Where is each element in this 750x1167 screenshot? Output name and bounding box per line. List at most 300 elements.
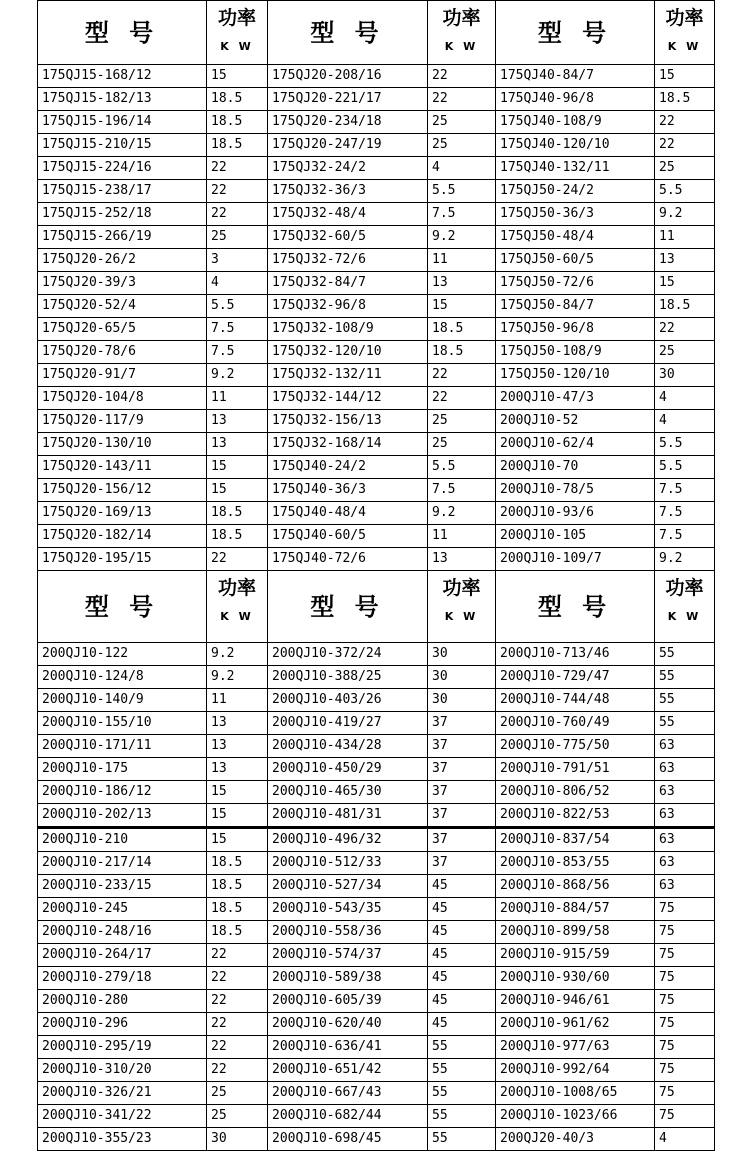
model-cell: 175QJ50-48/4 [496, 226, 655, 249]
model-cell: 200QJ10-171/11 [38, 735, 207, 758]
table-row [38, 781, 715, 804]
power-cell: 15 [207, 781, 268, 804]
power-label: 功率 [665, 7, 704, 29]
table-row [38, 944, 715, 967]
power-cell: 75 [655, 1013, 715, 1036]
power-cell: 30 [428, 689, 496, 712]
power-column-header [655, 1, 715, 65]
model-cell: 200QJ10-248/16 [38, 921, 207, 944]
table-row [38, 134, 715, 157]
table-row [38, 689, 715, 712]
table-row [38, 410, 715, 433]
table-row [38, 1105, 715, 1128]
model-cell: 200QJ10-52 [496, 410, 655, 433]
power-unit-label: K W [667, 40, 702, 53]
power-cell: 18.5 [428, 318, 496, 341]
power-cell: 63 [655, 828, 715, 852]
power-cell: 7.5 [655, 502, 715, 525]
model-cell: 175QJ50-24/2 [496, 180, 655, 203]
power-cell: 15 [428, 295, 496, 318]
power-cell: 13 [207, 433, 268, 456]
model-cell: 175QJ15-266/19 [38, 226, 207, 249]
power-cell: 5.5 [655, 433, 715, 456]
power-cell: 55 [428, 1082, 496, 1105]
model-cell: 175QJ50-96/8 [496, 318, 655, 341]
model-cell: 200QJ10-296 [38, 1013, 207, 1036]
model-cell: 200QJ10-450/29 [268, 758, 428, 781]
table-header-row [38, 571, 715, 643]
power-cell: 9.2 [207, 364, 268, 387]
power-cell: 9.2 [655, 548, 715, 571]
model-cell: 200QJ10-355/23 [38, 1128, 207, 1151]
model-cell: 200QJ10-372/24 [268, 643, 428, 666]
power-cell: 18.5 [655, 88, 715, 111]
table-row [38, 433, 715, 456]
model-cell: 200QJ10-837/54 [496, 828, 655, 852]
model-cell: 175QJ40-96/8 [496, 88, 655, 111]
power-unit-label: K W [220, 40, 254, 53]
table-row [38, 387, 715, 410]
power-cell: 22 [207, 944, 268, 967]
table-row [38, 1013, 715, 1036]
model-cell: 200QJ10-791/51 [496, 758, 655, 781]
power-cell: 5.5 [207, 295, 268, 318]
model-cell: 175QJ15-210/15 [38, 134, 207, 157]
power-cell: 37 [428, 758, 496, 781]
model-cell: 175QJ40-48/4 [268, 502, 428, 525]
model-cell: 175QJ32-24/2 [268, 157, 428, 180]
model-cell: 175QJ20-234/18 [268, 111, 428, 134]
power-cell: 25 [428, 433, 496, 456]
table-row [38, 111, 715, 134]
model-cell: 200QJ10-295/19 [38, 1036, 207, 1059]
power-cell: 7.5 [428, 203, 496, 226]
table-row [38, 180, 715, 203]
power-cell: 13 [428, 272, 496, 295]
model-cell: 175QJ15-238/17 [38, 180, 207, 203]
model-cell: 200QJ10-1008/65 [496, 1082, 655, 1105]
power-cell: 7.5 [655, 479, 715, 502]
model-cell: 175QJ40-60/5 [268, 525, 428, 548]
model-cell: 200QJ10-977/63 [496, 1036, 655, 1059]
power-cell: 37 [428, 735, 496, 758]
model-cell: 200QJ10-682/44 [268, 1105, 428, 1128]
model-cell: 175QJ15-252/18 [38, 203, 207, 226]
model-cell: 200QJ10-62/4 [496, 433, 655, 456]
power-label: 功率 [217, 7, 256, 29]
model-cell: 175QJ20-104/8 [38, 387, 207, 410]
model-cell: 200QJ10-264/17 [38, 944, 207, 967]
model-cell: 175QJ20-130/10 [38, 433, 207, 456]
model-cell: 200QJ10-105 [496, 525, 655, 548]
power-cell: 7.5 [428, 479, 496, 502]
power-cell: 30 [655, 364, 715, 387]
model-cell: 175QJ40-120/10 [496, 134, 655, 157]
power-cell: 45 [428, 898, 496, 921]
power-cell: 13 [655, 249, 715, 272]
model-cell: 175QJ50-84/7 [496, 295, 655, 318]
power-cell: 7.5 [655, 525, 715, 548]
power-cell: 11 [428, 525, 496, 548]
power-cell: 22 [207, 990, 268, 1013]
power-label: 功率 [442, 577, 481, 599]
power-cell: 11 [655, 226, 715, 249]
model-cell: 200QJ10-279/18 [38, 967, 207, 990]
power-cell: 15 [655, 65, 715, 88]
model-cell: 200QJ10-155/10 [38, 712, 207, 735]
table-row [38, 1036, 715, 1059]
power-cell: 22 [207, 967, 268, 990]
power-unit-label: K W [667, 610, 702, 623]
power-cell: 22 [428, 364, 496, 387]
model-cell: 200QJ10-713/46 [496, 643, 655, 666]
power-cell: 75 [655, 1036, 715, 1059]
model-cell: 200QJ10-210 [38, 828, 207, 852]
power-cell: 22 [207, 1059, 268, 1082]
table-row [38, 828, 715, 852]
power-cell: 63 [655, 781, 715, 804]
power-cell: 25 [207, 1082, 268, 1105]
power-cell: 9.2 [428, 502, 496, 525]
power-cell: 55 [655, 712, 715, 735]
model-cell: 175QJ40-72/6 [268, 548, 428, 571]
power-cell: 25 [207, 226, 268, 249]
model-column-header: 型 号 [496, 571, 655, 643]
table-row [38, 341, 715, 364]
power-cell: 13 [207, 758, 268, 781]
power-label: 功率 [442, 7, 481, 29]
power-cell: 30 [207, 1128, 268, 1151]
table-row [38, 735, 715, 758]
power-cell: 18.5 [207, 898, 268, 921]
power-cell: 63 [655, 735, 715, 758]
model-cell: 175QJ15-182/13 [38, 88, 207, 111]
model-cell: 200QJ10-388/25 [268, 666, 428, 689]
power-cell: 22 [655, 111, 715, 134]
power-cell: 9.2 [428, 226, 496, 249]
model-cell: 200QJ10-636/41 [268, 1036, 428, 1059]
model-cell: 200QJ10-915/59 [496, 944, 655, 967]
table-row [38, 1082, 715, 1105]
power-cell: 18.5 [207, 111, 268, 134]
model-cell: 175QJ40-84/7 [496, 65, 655, 88]
model-cell: 200QJ10-175 [38, 758, 207, 781]
model-cell: 175QJ20-195/15 [38, 548, 207, 571]
power-cell: 63 [655, 804, 715, 828]
power-cell: 7.5 [207, 318, 268, 341]
model-cell: 175QJ20-117/9 [38, 410, 207, 433]
table-row [38, 65, 715, 88]
power-cell: 22 [428, 65, 496, 88]
model-cell: 175QJ20-156/12 [38, 479, 207, 502]
power-cell: 22 [428, 387, 496, 410]
power-cell: 55 [428, 1059, 496, 1082]
table-row [38, 525, 715, 548]
power-cell: 55 [428, 1105, 496, 1128]
model-cell: 175QJ20-78/6 [38, 341, 207, 364]
model-cell: 200QJ10-574/37 [268, 944, 428, 967]
power-cell: 4 [655, 410, 715, 433]
model-cell: 200QJ10-946/61 [496, 990, 655, 1013]
power-cell: 13 [207, 712, 268, 735]
power-cell: 5.5 [428, 180, 496, 203]
power-cell: 25 [655, 157, 715, 180]
power-cell: 11 [207, 387, 268, 410]
model-cell: 200QJ10-589/38 [268, 967, 428, 990]
model-cell: 200QJ10-806/52 [496, 781, 655, 804]
model-cell: 175QJ20-52/4 [38, 295, 207, 318]
power-cell: 25 [655, 341, 715, 364]
model-cell: 200QJ20-40/3 [496, 1128, 655, 1151]
model-cell: 200QJ10-620/40 [268, 1013, 428, 1036]
model-column-header: 型 号 [268, 1, 428, 65]
power-cell: 22 [428, 88, 496, 111]
power-cell: 15 [207, 479, 268, 502]
model-cell: 175QJ20-247/19 [268, 134, 428, 157]
table-row [38, 1059, 715, 1082]
model-cell: 175QJ32-48/4 [268, 203, 428, 226]
power-cell: 9.2 [207, 643, 268, 666]
power-cell: 75 [655, 898, 715, 921]
model-cell: 175QJ15-224/16 [38, 157, 207, 180]
model-cell: 175QJ32-96/8 [268, 295, 428, 318]
table-row [38, 203, 715, 226]
power-label: 功率 [665, 577, 704, 599]
model-cell: 200QJ10-527/34 [268, 875, 428, 898]
model-column-header: 型 号 [268, 571, 428, 643]
power-cell: 45 [428, 944, 496, 967]
power-cell: 13 [428, 548, 496, 571]
model-cell: 175QJ32-36/3 [268, 180, 428, 203]
model-cell: 175QJ32-84/7 [268, 272, 428, 295]
power-cell: 63 [655, 875, 715, 898]
power-cell: 30 [428, 666, 496, 689]
power-cell: 25 [428, 410, 496, 433]
model-cell: 175QJ20-182/14 [38, 525, 207, 548]
model-cell: 200QJ10-899/58 [496, 921, 655, 944]
model-cell: 175QJ20-143/11 [38, 456, 207, 479]
power-cell: 5.5 [655, 456, 715, 479]
power-cell: 45 [428, 990, 496, 1013]
power-cell: 45 [428, 875, 496, 898]
model-cell: 200QJ10-403/26 [268, 689, 428, 712]
power-cell: 4 [428, 157, 496, 180]
table-row [38, 643, 715, 666]
table-row [38, 456, 715, 479]
model-cell: 200QJ10-341/22 [38, 1105, 207, 1128]
power-unit-label: K W [444, 610, 479, 623]
model-cell: 200QJ10-310/20 [38, 1059, 207, 1082]
model-cell: 175QJ20-221/17 [268, 88, 428, 111]
table-row [38, 666, 715, 689]
model-cell: 175QJ32-120/10 [268, 341, 428, 364]
model-cell: 200QJ10-140/9 [38, 689, 207, 712]
table-row [38, 875, 715, 898]
model-cell: 200QJ10-698/45 [268, 1128, 428, 1151]
table-row [38, 318, 715, 341]
model-column-header: 型 号 [496, 1, 655, 65]
power-cell: 25 [207, 1105, 268, 1128]
model-cell: 200QJ10-760/49 [496, 712, 655, 735]
model-cell: 200QJ10-186/12 [38, 781, 207, 804]
table-row [38, 990, 715, 1013]
power-cell: 22 [207, 203, 268, 226]
power-cell: 22 [207, 1036, 268, 1059]
power-cell: 15 [207, 65, 268, 88]
power-cell: 75 [655, 944, 715, 967]
table-row [38, 898, 715, 921]
power-label: 功率 [217, 577, 256, 599]
model-cell: 200QJ10-481/31 [268, 804, 428, 828]
power-cell: 18.5 [207, 852, 268, 875]
model-cell: 200QJ10-744/48 [496, 689, 655, 712]
power-cell: 55 [655, 643, 715, 666]
table-row [38, 272, 715, 295]
power-cell: 13 [207, 410, 268, 433]
power-cell: 55 [655, 689, 715, 712]
power-cell: 37 [428, 828, 496, 852]
model-cell: 200QJ10-78/5 [496, 479, 655, 502]
table-row [38, 758, 715, 781]
power-cell: 18.5 [207, 875, 268, 898]
power-cell: 63 [655, 758, 715, 781]
model-cell: 200QJ10-729/47 [496, 666, 655, 689]
power-cell: 25 [428, 134, 496, 157]
table-header-row [38, 1, 715, 65]
power-cell: 13 [207, 735, 268, 758]
model-cell: 175QJ32-144/12 [268, 387, 428, 410]
model-cell: 175QJ15-168/12 [38, 65, 207, 88]
table-row [38, 479, 715, 502]
model-cell: 175QJ32-168/14 [268, 433, 428, 456]
model-cell: 200QJ10-280 [38, 990, 207, 1013]
model-cell: 200QJ10-122 [38, 643, 207, 666]
power-column-header [655, 571, 715, 643]
power-cell: 37 [428, 712, 496, 735]
table-row [38, 226, 715, 249]
model-cell: 175QJ32-108/9 [268, 318, 428, 341]
power-column-header [207, 1, 268, 65]
model-cell: 175QJ40-36/3 [268, 479, 428, 502]
power-cell: 55 [655, 666, 715, 689]
power-column-header [428, 571, 496, 643]
model-cell: 200QJ10-93/6 [496, 502, 655, 525]
model-cell: 175QJ32-132/11 [268, 364, 428, 387]
power-cell: 4 [655, 1128, 715, 1151]
model-cell: 200QJ10-434/28 [268, 735, 428, 758]
table-row [38, 249, 715, 272]
power-cell: 55 [428, 1128, 496, 1151]
model-cell: 175QJ15-196/14 [38, 111, 207, 134]
model-cell: 200QJ10-775/50 [496, 735, 655, 758]
model-cell: 200QJ10-217/14 [38, 852, 207, 875]
model-cell: 200QJ10-512/33 [268, 852, 428, 875]
model-cell: 175QJ20-91/7 [38, 364, 207, 387]
power-cell: 37 [428, 804, 496, 828]
power-cell: 55 [428, 1036, 496, 1059]
table-row [38, 921, 715, 944]
power-cell: 9.2 [207, 666, 268, 689]
power-cell: 5.5 [655, 180, 715, 203]
model-cell: 200QJ10-419/27 [268, 712, 428, 735]
model-cell: 175QJ50-120/10 [496, 364, 655, 387]
model-cell: 200QJ10-884/57 [496, 898, 655, 921]
model-cell: 200QJ10-992/64 [496, 1059, 655, 1082]
model-cell: 200QJ10-124/8 [38, 666, 207, 689]
power-cell: 22 [655, 134, 715, 157]
model-cell: 175QJ20-65/5 [38, 318, 207, 341]
power-cell: 45 [428, 921, 496, 944]
power-cell: 37 [428, 852, 496, 875]
power-cell: 75 [655, 921, 715, 944]
power-cell: 18.5 [207, 134, 268, 157]
power-cell: 22 [207, 180, 268, 203]
power-cell: 4 [207, 272, 268, 295]
power-cell: 11 [428, 249, 496, 272]
power-cell: 63 [655, 852, 715, 875]
power-cell: 18.5 [207, 88, 268, 111]
model-cell: 200QJ10-822/53 [496, 804, 655, 828]
power-cell: 45 [428, 967, 496, 990]
model-cell: 200QJ10-70 [496, 456, 655, 479]
model-cell: 175QJ40-132/11 [496, 157, 655, 180]
table-row [38, 967, 715, 990]
power-cell: 5.5 [428, 456, 496, 479]
model-cell: 200QJ10-543/35 [268, 898, 428, 921]
model-cell: 175QJ20-169/13 [38, 502, 207, 525]
model-cell: 175QJ50-36/3 [496, 203, 655, 226]
model-cell: 175QJ32-156/13 [268, 410, 428, 433]
model-cell: 200QJ10-667/43 [268, 1082, 428, 1105]
model-column-header: 型 号 [38, 571, 207, 643]
power-cell: 18.5 [207, 921, 268, 944]
table-row [38, 712, 715, 735]
pump-spec-table [37, 0, 715, 1151]
table-row [38, 295, 715, 318]
power-cell: 30 [428, 643, 496, 666]
power-cell: 75 [655, 1082, 715, 1105]
power-cell: 22 [207, 548, 268, 571]
power-cell: 22 [207, 157, 268, 180]
table-row [38, 852, 715, 875]
model-cell: 175QJ50-108/9 [496, 341, 655, 364]
power-unit-label: K W [220, 610, 254, 623]
table-row [38, 88, 715, 111]
model-cell: 200QJ10-651/42 [268, 1059, 428, 1082]
power-cell: 4 [655, 387, 715, 410]
model-cell: 175QJ50-60/5 [496, 249, 655, 272]
power-cell: 22 [207, 1013, 268, 1036]
model-cell: 200QJ10-233/15 [38, 875, 207, 898]
table-row [38, 364, 715, 387]
power-cell: 15 [207, 804, 268, 828]
table-row [38, 804, 715, 828]
table-row [38, 157, 715, 180]
power-cell: 15 [655, 272, 715, 295]
model-cell: 200QJ10-1023/66 [496, 1105, 655, 1128]
power-cell: 18.5 [207, 502, 268, 525]
power-cell: 45 [428, 1013, 496, 1036]
power-cell: 75 [655, 990, 715, 1013]
power-cell: 25 [428, 111, 496, 134]
power-cell: 18.5 [655, 295, 715, 318]
table-row [38, 548, 715, 571]
power-cell: 22 [655, 318, 715, 341]
model-cell: 200QJ10-202/13 [38, 804, 207, 828]
model-cell: 200QJ10-930/60 [496, 967, 655, 990]
power-cell: 18.5 [207, 525, 268, 548]
power-cell: 37 [428, 781, 496, 804]
